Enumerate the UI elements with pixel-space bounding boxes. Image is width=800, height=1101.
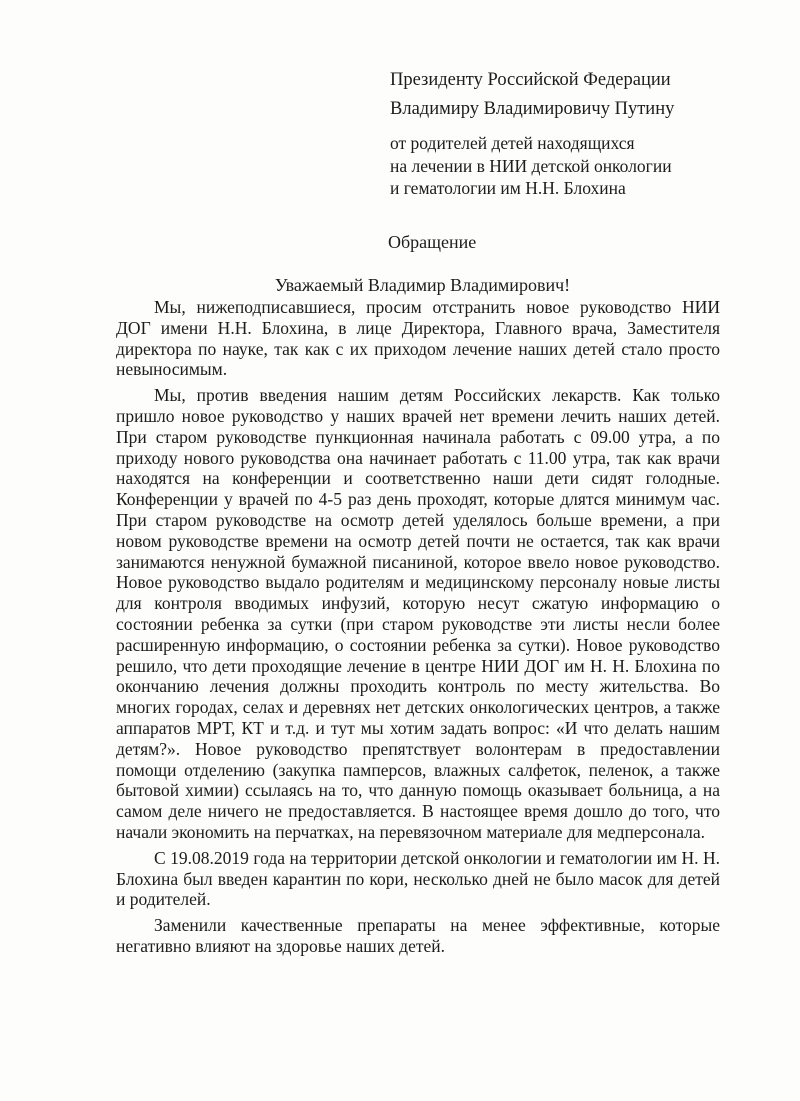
sender-block [390, 132, 672, 200]
paragraph-2: Мы, против введения нашим детям Российских лекарств. Как только пришло новое руководство у наших врачей нет времени лечить наших детей. При старом руководстве пункционная начинала работать с 09.00 утра, а по приходу нового руководства она начинает работать с 11.00 утра, так как врачи находятся на конференции и соответственно наши дети сидят голодные. Конференции у врачей по 4-5 раз день проходят, которые длятся минимум час. При старом руководстве на осмотр детей уделялось больше времени, а при новом руководстве времени на осмотр детей почти не остается, так как врачи занимаются ненужной бумажной писаниной, которое ввело новое руководство. Новое руководство выдало родителям и медицинскому персоналу новые листы для контроля вводимых инфузий, которую несут сжатую информацию о состоянии ребенка за сутки (при старом руководстве эти листы несли более расширенную информацию, о состоянии ребенка за сутки). Новое руководство решило, что дети проходящие лечение в центре НИИ ДОГ им Н. Н. Блохина по окончанию лечения должны проходить контроль по месту жительства. Во многих городах, селах и деревнях нет детских онкологических центров, а также аппаратов МРТ, КТ и т.д. и тут мы хотим задать вопрос: «И что делать нашим детям?». Новое руководство препятствует волонтерам в предоставлении помощи отделению (закупка памперсов, влажных салфеток, пеленок, а также бытовой химии) ссылаясь на то, что данную помощь оказывает больница, а на самом деле ничего не предоставляется. В настоящее время дошло до того, что начали экономить на перчатках, на перевязочном материале для медперсонала. [116, 385, 720, 842]
salutation: Уважаемый Владимир Владимирович! [274, 275, 571, 295]
sender-line-2: на лечении в НИИ детской онкологии [390, 155, 672, 176]
addressee-line-2: Владимиру Владимировичу Путину [390, 99, 675, 119]
paragraph-1: Мы, нижеподписавшиеся, просим отстранить новое руководство НИИ ДОГ имени Н.Н. Блохина, в лице Директора, Главного врача, Заместителя директора по науке, так как с их приходом лечение наших детей стало просто невыносимым. [116, 297, 720, 380]
sender-line-3: и гематологии им Н.Н. Блохина [390, 178, 626, 198]
sender-line-1: от родителей детей находящихся [390, 133, 635, 153]
document-title: Обращение [388, 232, 477, 252]
paragraph-4: Заменили качественные препараты на менее эффективные, которые негативно влияют на здоровье наших детей. [116, 915, 720, 956]
addressee-line-1: Президенту Российской Федерации [390, 70, 671, 90]
letter-body [116, 297, 720, 962]
paragraph-3: С 19.08.2019 года на территории детской онкологии и гематологии им Н. Н. Блохина был введен карантин по кори, несколько дней не было масок для детей и родителей. [116, 847, 720, 910]
addressee-block [390, 66, 674, 124]
